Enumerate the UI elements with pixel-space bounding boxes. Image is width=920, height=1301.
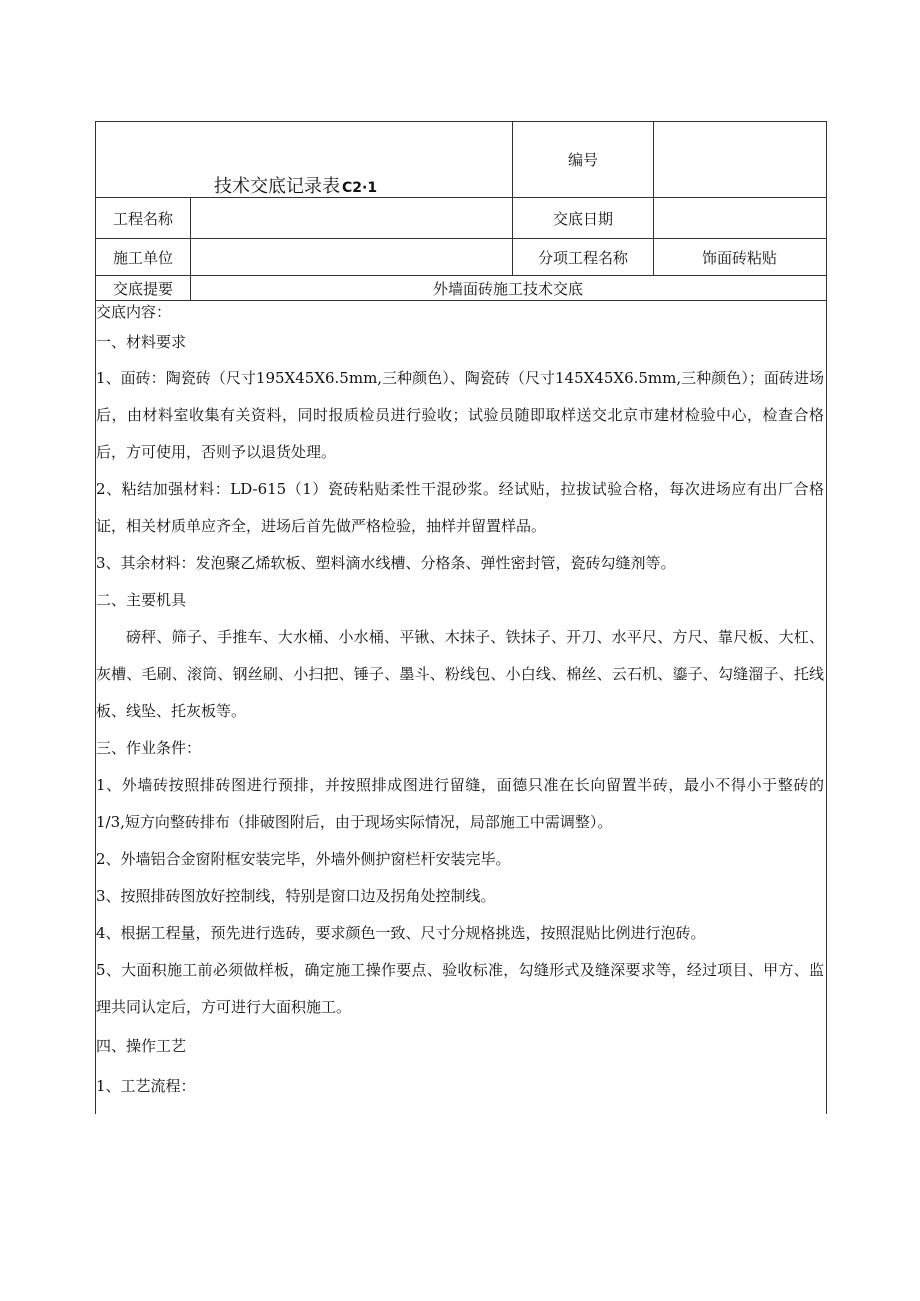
section-2-title: 二、主要机具 <box>96 591 187 609</box>
summary-value: 外墙面砖施工技术交底 <box>432 279 583 298</box>
section-3-item-2: 2、外墙铝合金窗附框安装完毕，外墙外侧护窗栏杆安装完毕。 <box>96 850 511 868</box>
content-body <box>96 300 824 1106</box>
subitem-name-label: 分项工程名称 <box>537 248 628 267</box>
construction-unit-value <box>191 239 512 275</box>
section-3-item-1: 1、外墙砖按照排砖图进行预排，并按照排成图进行留缝，面德只准在长向留置半砖，最小不得小于整砖的1/3,短方向整砖排布（排破图附后，由于现场实际情况，局部施工中需调整）。 <box>96 776 824 831</box>
section-2-body: 磅秤、筛子、手推车、大水桶、小水桶、平锹、木抹子、铁抹子、开刀、水平尺、方尺、靠尺板、大杠、灰槽、毛刷、滚筒、钢丝刷、小扫把、锤子、墨斗、粉线包、小白线、棉丝、云石机、鎏子、勾缝溜子、托线板、线坠、托灰板等。 <box>96 628 824 720</box>
number-value <box>654 122 825 197</box>
section-1-item-3: 3、其余材料：发泡聚乙烯软板、塑料滴水线槽、分格条、弹性密封管，瓷砖勾缝剂等。 <box>96 554 676 572</box>
disclosure-date-value <box>654 198 825 238</box>
project-name-value <box>191 198 512 238</box>
section-3-item-4: 4、根据工程量，预先进行选砖，要求颜色一致、尺寸分规格挑选，按照混贴比例进行泡砖。 <box>96 924 706 942</box>
section-3-item-5: 5、大面积施工前必须做样板，确定施工操作要点、验收标准，勾缝形式及缝深要求等，经过项目、甲方、监理共同认定后，方可进行大面积施工。 <box>96 961 824 1016</box>
summary-label: 交底提要 <box>112 279 173 298</box>
project-name-label: 工程名称 <box>112 209 173 228</box>
section-1-title: 一、材料要求 <box>96 333 187 351</box>
construction-unit-label: 施工单位 <box>112 248 173 267</box>
section-3-item-3: 3、按照排砖图放好控制线，特别是窗口边及拐角处控制线。 <box>96 887 496 905</box>
disclosure-date-label: 交底日期 <box>552 209 613 228</box>
form-title-text: 技术交底记录表 <box>214 176 340 197</box>
section-3-title: 三、作业条件： <box>96 739 202 757</box>
section-4-item-1: 1、工艺流程： <box>96 1077 196 1095</box>
section-1-item-1: 1、面砖：陶瓷砖（尺寸195X45X6.5mm,三种颜色）、陶瓷砖（尺寸145X45X6.5mm,三种颜色）；面砖进场后，由材料室收集有关资料，同时报质检员进行验收；试验员随即取样送交北京市建材检验中心，检查合格后，方可使用，否则予以退货处理。 <box>96 369 824 461</box>
form-code: C2·1 <box>342 180 378 196</box>
section-4-title: 四、操作工艺 <box>96 1037 187 1055</box>
number-label: 编号 <box>567 150 598 169</box>
content-heading: 交底内容： <box>96 303 172 321</box>
section-1-item-2: 2、粘结加强材料：LD-615（1）瓷砖粘贴柔性干混砂浆。经试贴，拉拔试验合格，每次进场应有出厂合格证，相关材质单应齐全，进场后首先做严格检验，抽样并留置样品。 <box>96 480 824 535</box>
subitem-name-value: 饰面砖粘贴 <box>701 248 777 267</box>
form-title <box>214 172 377 198</box>
